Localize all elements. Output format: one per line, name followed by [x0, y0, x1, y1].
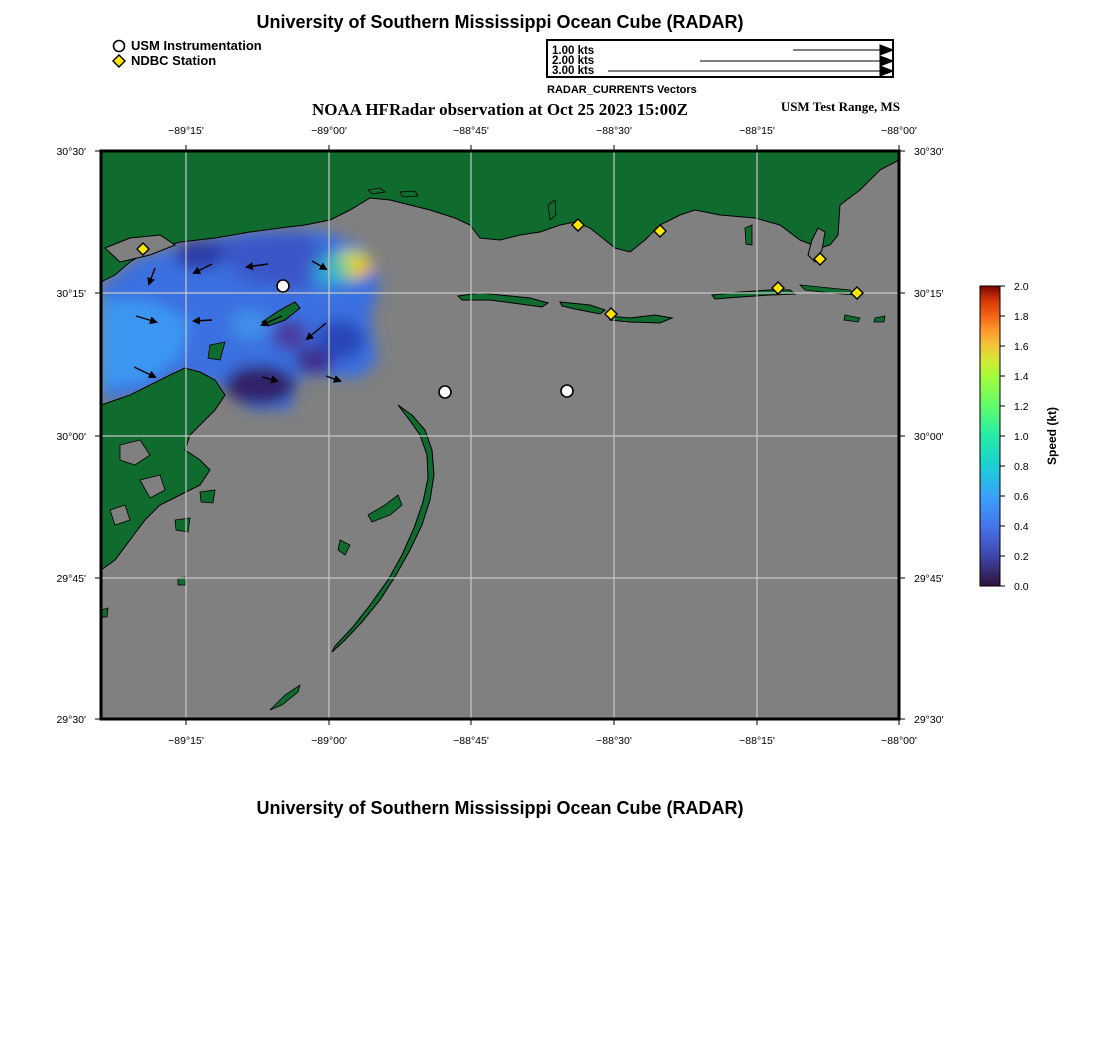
lat-tick-right: 29°45'	[914, 573, 944, 585]
usm-instrument-marker	[439, 386, 451, 398]
vector-scale-label-3: 3.00 kts	[552, 65, 595, 77]
page-title: University of Southern Mississippi Ocean Cube (RADAR)	[256, 12, 744, 32]
lon-tick-bottom: −88°30'	[596, 735, 632, 747]
lat-tick-left: 30°15'	[56, 288, 86, 300]
lat-tick-left: 29°30'	[56, 714, 86, 726]
lon-tick-bottom: −88°45'	[453, 735, 489, 747]
lat-tick-right: 30°00'	[914, 431, 944, 443]
colorbar-tick: 1.2	[1014, 401, 1029, 413]
lon-tick-bottom: −88°00'	[881, 735, 917, 747]
lon-tick-bottom: −89°15'	[168, 735, 204, 747]
vector-scale-label-1: 1.00 kts	[552, 45, 595, 57]
colorbar-tick: 1.0	[1014, 431, 1029, 443]
colorbar-tick: 0.6	[1014, 491, 1029, 503]
legend-ndbc-label: NDBC Station	[131, 53, 217, 68]
usm-instrument-marker	[561, 385, 573, 397]
lat-tick-left: 30°00'	[56, 431, 86, 443]
current-arrow	[194, 320, 212, 321]
lon-tick-top: −88°45'	[453, 125, 489, 137]
legend-usm-label: USM Instrumentation	[131, 38, 262, 53]
lon-tick-top: −89°15'	[168, 125, 204, 137]
colorbar-tick: 0.8	[1014, 461, 1029, 473]
lon-tick-top: −88°15'	[739, 125, 775, 137]
lon-tick-top: −89°00'	[311, 125, 347, 137]
lon-tick-top: −88°30'	[596, 125, 632, 137]
colorbar-tick: 0.0	[1014, 581, 1029, 593]
lon-tick-bottom: −88°15'	[739, 735, 775, 747]
lon-tick-top: −88°00'	[881, 125, 917, 137]
lon-tick-bottom: −89°00'	[311, 735, 347, 747]
colorbar-tick: 1.6	[1014, 341, 1029, 353]
colorbar-tick: 1.8	[1014, 311, 1029, 323]
lat-tick-right: 30°15'	[914, 288, 944, 300]
vector-scale-label-2: 2.00 kts	[552, 55, 595, 67]
vector-legend-caption: RADAR_CURRENTS Vectors	[547, 84, 697, 96]
colorbar-tick: 0.2	[1014, 551, 1029, 563]
range-label: USM Test Range, MS	[780, 99, 900, 114]
bottom-title: University of Southern Mississippi Ocean Cube (RADAR)	[256, 798, 744, 818]
colorbar-tick: 2.0	[1014, 281, 1029, 293]
map-subtitle: NOAA HFRadar observation at Oct 25 2023 15:00Z	[311, 100, 689, 119]
colorbar-label: Speed (kt)	[1045, 406, 1059, 466]
speed-colorbar	[980, 286, 1000, 586]
colorbar-tick: 0.4	[1014, 521, 1029, 533]
lat-tick-right: 30°30'	[914, 146, 944, 158]
colorbar-tick: 1.4	[1014, 371, 1029, 383]
usm-instrument-marker	[277, 280, 289, 292]
lat-tick-right: 29°30'	[914, 714, 944, 726]
lat-tick-left: 30°30'	[56, 146, 86, 158]
lat-tick-left: 29°45'	[56, 573, 86, 585]
